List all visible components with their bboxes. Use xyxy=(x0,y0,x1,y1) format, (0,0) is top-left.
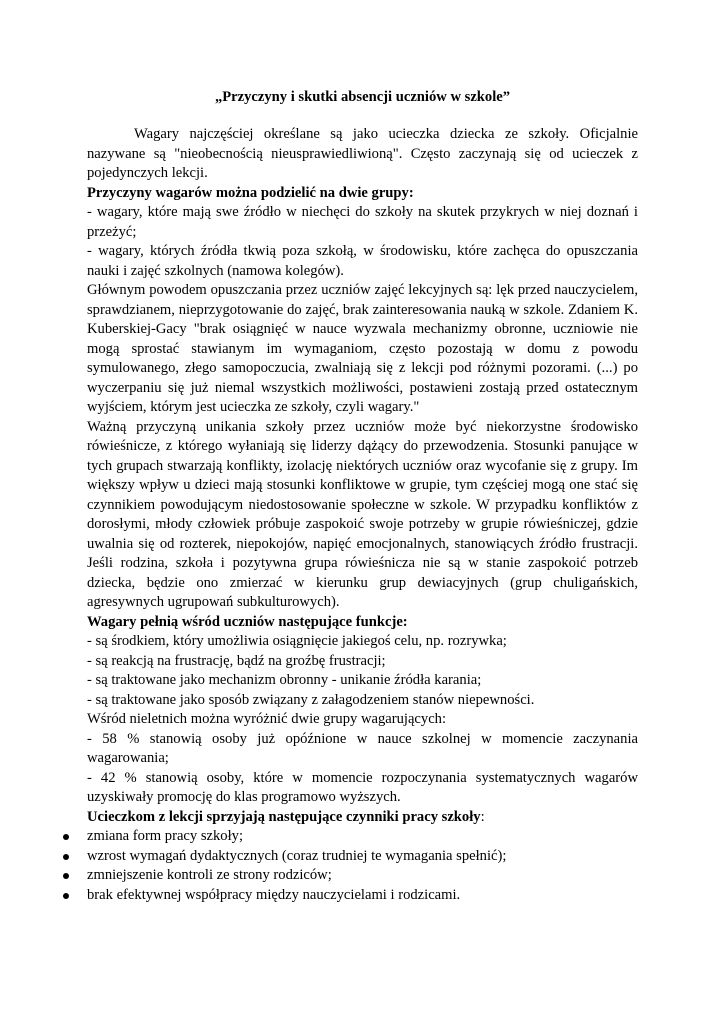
document-title: „Przyczyny i skutki absencji uczniów w szkole” xyxy=(214,89,511,105)
causes-heading: Przyczyny wagarów można podzielić na dwie grupy: xyxy=(87,184,414,201)
bullet-icon xyxy=(63,873,69,879)
factor-item-1: zmiana form pracy szkoły; xyxy=(87,828,244,844)
function-item-1: - są środkiem, który umożliwia osiągnięcie jakiegoś celu, np. rozrywka; xyxy=(87,633,507,649)
group-item-2: - 42 % stanowią osoby, które w momencie rozpoczynania systematycznych wagarów uzyskiwały promocję do klas programowo wyższych. xyxy=(87,769,638,805)
factors-heading-colon: : xyxy=(480,808,485,825)
groups-intro: Wśród nieletnich można wyróżnić dwie grupy wagarujących: xyxy=(87,711,447,727)
function-item-2: - są reakcją na frustrację, bądź na groźbę frustracji; xyxy=(87,652,386,669)
list-item xyxy=(87,827,638,847)
bullet-icon xyxy=(63,893,69,899)
group-item-1: - 58 % stanowią osoby już opóźnione w nauce szkolnej w momencie zaczynania wagarowania; xyxy=(87,730,638,766)
function-item-3: - są traktowane jako mechanizm obronny - unikanie źródła karania; xyxy=(87,672,482,688)
cause-item-1: - wagary, które mają swe źródło w niechęci do szkoły na skutek przykrych w niej doznań i przeżyć; xyxy=(87,204,638,240)
functions-heading: Wagary pełnią wśród uczniów następujące funkcje: xyxy=(87,613,408,630)
factors-list xyxy=(87,827,638,905)
factor-item-3: zmniejszenie kontroli ze strony rodziców; xyxy=(87,867,332,883)
cause-item-2: - wagary, których źródła tkwią poza szkołą, w środowisku, które zachęca do opuszczania nauki i zajęć szkolnych (namowa kolegów). xyxy=(87,243,638,279)
factors-heading-line xyxy=(87,808,638,828)
document-page xyxy=(87,88,638,905)
list-item xyxy=(87,866,638,886)
factors-heading: Ucieczkom z lekcji sprzyjają następujące czynniki pracy szkoły xyxy=(87,808,481,825)
factor-item-2: wzrost wymagań dydaktycznych (coraz trudniej te wymagania spełnić); xyxy=(87,847,507,864)
bullet-icon xyxy=(63,854,69,860)
list-item xyxy=(87,847,638,867)
factor-item-4: brak efektywnej współpracy między nauczycielami i rodzicami. xyxy=(87,886,461,903)
list-item xyxy=(87,886,638,906)
bullet-icon xyxy=(63,834,69,840)
function-item-4: - są traktowane jako sposób związany z załagodzeniem stanów niepewności. xyxy=(87,691,535,708)
main-reason-paragraph: Głównym powodem opuszczania przez uczniów zajęć lekcyjnych są: lęk przed nauczycielem, sprawdzianem, nieprzygotowanie do zajęć, brak zainteresowania nauką w szkole. Zdaniem K. Kuberskiej-Gacy "brak osiągnięć w nauce wyzwala mechanizmy obronne, uczniowie nie mogą sprostać stawianym im wymaganiom, często pozostają w domu z powodu symulowanego, złego samopoczucia, zwalniają się z lekcji pod różnymi pozorami. (...) po wyczerpaniu się już niemal wszystkich możliwości, postawieni zostają przed ostatecznym wyjściem, którym jest ucieczka ze szkoły, czyli wagary." xyxy=(87,282,638,415)
intro-paragraph: Wagary najczęściej określane są jako ucieczka dziecka ze szkoły. Oficjalnie nazywane są "nieobecnością nieusprawiedliwioną". Często zaczynają się od ucieczek z pojedynczych lekcji. xyxy=(87,126,638,181)
peer-reason-paragraph: Ważną przyczyną unikania szkoły przez uczniów może być niekorzystne środowisko rówieśnicze, z którego wyłaniają się liderzy dążący do przewodzenia. Stosunki panujące w tych grupach stwarzają konflikty, izolację niektórych uczniów oraz wycofanie się z grupy. Im większy wpływ u dzieci mają stosunki konfliktowe w grupie, tym częściej mogą one stać się czynnikiem powodującym niedostosowanie społeczne w szkole. W przypadku konfliktów z dorosłymi, młody człowiek próbuje zaspokoić swoje potrzeby w grupie rówieśniczej, gdzie uwalnia się od rozterek, niepokojów, napięć emocjonalnych, stanowiących źródło frustracji. Jeśli rodzina, szkoła i pozytywna grupa rówieśnicza nie są w stanie zaspokoić potrzeb dziecka, będzie ono zmierzać w kierunku grup dewiacyjnych (grup chuligańskich, agresywnych ugrupowań subkulturowych). xyxy=(87,418,638,610)
